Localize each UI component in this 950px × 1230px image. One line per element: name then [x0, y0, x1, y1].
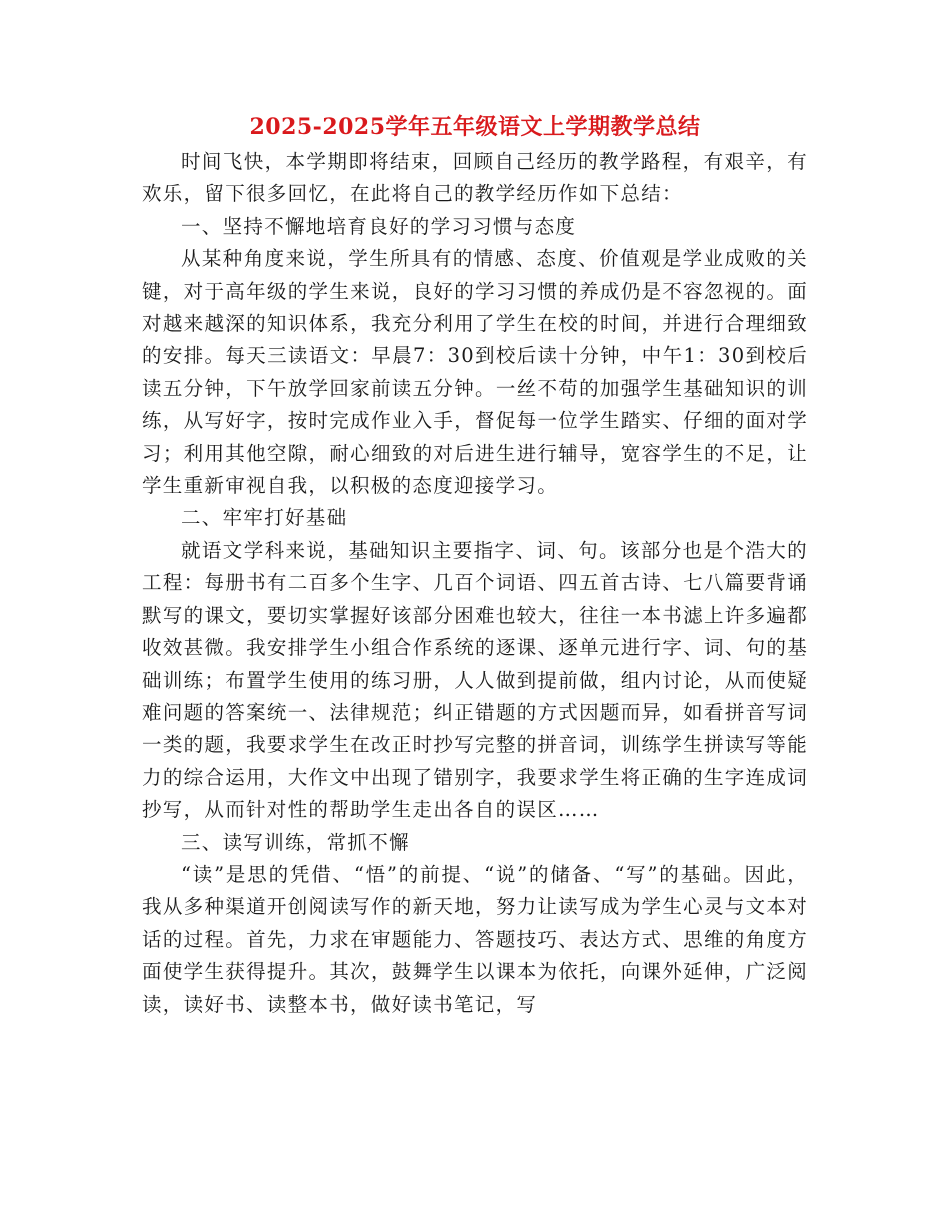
section-2-paragraph: 就语文学科来说，基础知识主要指字、词、句。该部分也是个浩大的工程：每册书有二百多个生字、几百个词语、四五首古诗、七八篇要背诵默写的课文，要切实掌握好该部分困难也较大，往往一本书滤上许多遍都收效甚微。我安排学生小组合作系统的逐课、逐单元进行字、词、句的基础训练；布置学生使用的练习册，人人做到提前做，组内讨论，从而使疑难问题的答案统一、法律规范；纠正错题的方式因题而异，如看拼音写词一类的题，我要求学生在改正时抄写完整的拼音词，训练学生拼读写等能力的综合运用，大作文中出现了错别字，我要求学生将正确的生字连成词抄写，从而针对性的帮助学生走出各自的误区……	[142, 538, 808, 822]
section-1-heading: 一、坚持不懈地培育良好的学习习惯与态度	[181, 214, 577, 238]
document-title: 2025-2025学年五年级语文上学期教学总结	[249, 114, 701, 140]
document-page	[142, 110, 808, 1021]
section-2-heading: 二、牢牢打好基础	[181, 506, 348, 530]
intro-paragraph: 时间飞快，本学期即将结束，回顾自己经历的教学路程，有艰辛，有欢乐，留下很多回忆，在此将自己的教学经历作如下总结：	[142, 150, 808, 206]
section-3-heading: 三、读写训练，常抓不懈	[181, 830, 410, 854]
section-1-paragraph: 从某种角度来说，学生所具有的情感、态度、价值观是学业成败的关键，对于高年级的学生来说，良好的学习习惯的养成仍是不容忽视的。面对越来越深的知识体系，我充分利用了学生在校的时间，并进行合理细致的安排。每天三读语文：早晨7：30到校后读十分钟，中午1：30到校后读五分钟，下午放学回家前读五分钟。一丝不苟的加强学生基础知识的训练，从写好字，按时完成作业入手，督促每一位学生踏实、仔细的面对学习；利用其他空隙，耐心细致的对后进生进行辅导，宽容学生的不足，让学生重新审视自我，以积极的态度迎接学习。	[142, 247, 808, 498]
section-3-paragraph: “读”是思的凭借、“悟”的前提、“说”的储备、“写”的基础。因此，我从多种渠道开创阅读写作的新天地，努力让读写成为学生心灵与文本对话的过程。首先，力求在审题能力、答题技巧、表达方式、思维的角度方面使学生获得提升。其次，鼓舞学生以课本为依托，向课外延伸，广泛阅读，读好书、读整本书，做好读书笔记，写	[142, 862, 808, 1016]
